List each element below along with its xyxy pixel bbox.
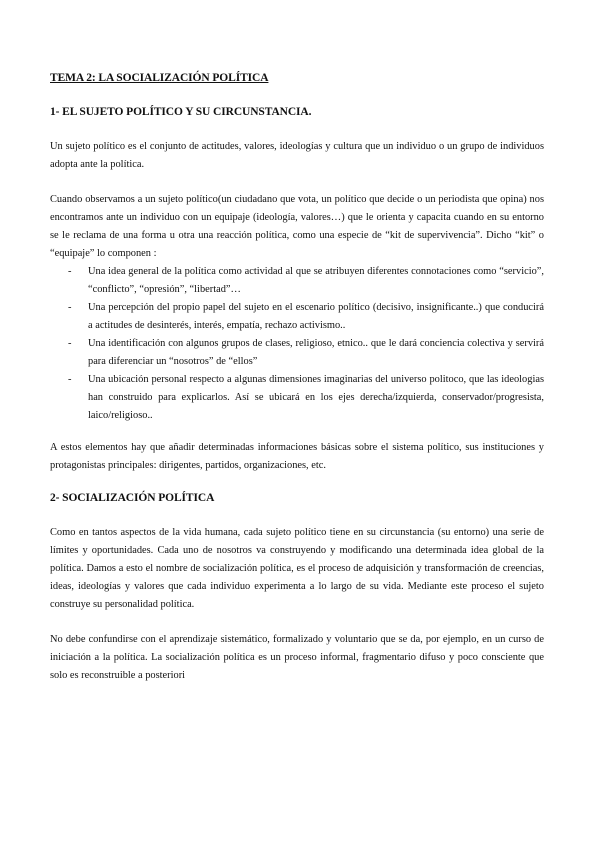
- section-2-paragraph-2: No debe confundirse con el aprendizaje sistemático, formalizado y voluntario que se da, por ejemplo, en un curso de iniciación a la política. La socialización política es un proceso informal, fragmentario difuso y poco consciente que solo es reconstruible a posteriori: [50, 634, 544, 681]
- section-2-paragraph-1: Como en tantos aspectos de la vida humana, cada sujeto político tiene en su circunstancia (su entorno) una serie de límites y oportunidades. Cada uno de nosotros va construyendo y modificando una determinada idea global de la política. Damos a esto el nombre de socialización política, es el proceso de adquisición y transformación de creencias, ideas, ideologías y valores que cada individuo experimenta a lo largo de su vida. Mediante este proceso el sujeto construye su personalidad política.: [50, 527, 544, 610]
- list-item-text: Una identificación con algunos grupos de clases, religioso, etnico.. que le dará conciencia colectiva y servirá para diferenciar un “nosotros” de “ellos”: [88, 338, 544, 367]
- section-1-heading: 1- EL SUJETO POLÍTICO Y SU CIRCUNSTANCIA.: [50, 106, 312, 118]
- list-dash: -: [68, 374, 72, 385]
- list-dash: -: [68, 302, 72, 313]
- list-item-text: Una idea general de la política como actividad al que se atribuyen diferentes connotaciones como “servicio”, “conflicto”, “opresión”, “libertad”…: [88, 266, 544, 295]
- list-dash: -: [68, 338, 72, 349]
- list-item: [50, 335, 544, 371]
- section-1-paragraph-1: Un sujeto político es el conjunto de actitudes, valores, ideologías y cultura que un individuo o un grupo de individuos adopta ante la política.: [50, 141, 544, 170]
- list-item: [50, 299, 544, 335]
- components-list: [50, 263, 544, 425]
- document-body: [50, 72, 544, 702]
- section-1-closing-paragraph: A estos elementos hay que añadir determinadas informaciones básicas sobre el sistema político, sus instituciones y protagonistas principales: dirigentes, partidos, organizaciones, etc.: [50, 442, 544, 471]
- document-title: TEMA 2: LA SOCIALIZACIÓN POLÍTICA: [50, 72, 269, 84]
- list-item-text: Una ubicación personal respecto a algunas dimensiones imaginarias del universo politoco, que las ideologias han construido para explicarlos. Así se ubicará en los ejes derecha/izquierda, conservador/progresista, laico/religioso..: [88, 374, 544, 421]
- list-item: [50, 371, 544, 425]
- list-dash: -: [68, 266, 72, 277]
- section-2-heading: 2- SOCIALIZACIÓN POLÍTICA: [50, 492, 215, 504]
- list-item: [50, 263, 544, 299]
- list-item-text: Una percepción del propio papel del sujeto en el escenario político (decisivo, insignificante..) que conducirá a actitudes de desinterés, interés, empatía, rechazo activismo..: [88, 302, 544, 331]
- section-1-paragraph-2: Cuando observamos a un sujeto político(un ciudadano que vota, un político que decide o un periodista que opina) nos encontramos ante un individuo con un equipaje (ideología, valores…) que le orienta y capacita cuando en su entorno se le reclama de una forma u otra una reacción política, como una especie de “kit de supervivencia”. Dicho “kit” o “equipaje” lo componen :: [50, 194, 544, 259]
